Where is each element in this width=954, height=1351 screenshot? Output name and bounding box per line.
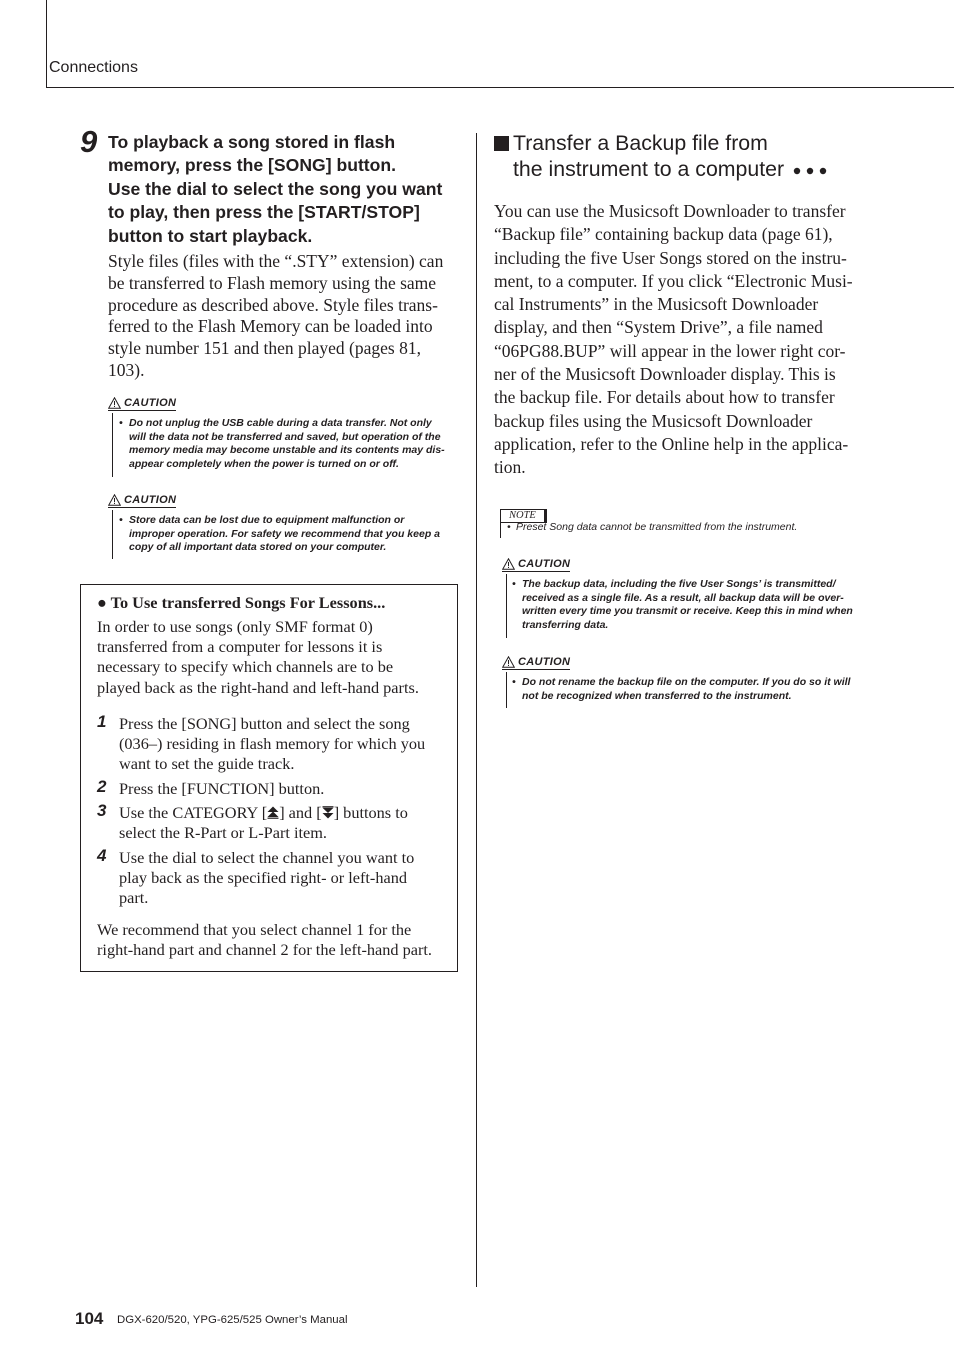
- step-heading-line: to play, then press the [START/STOP]: [108, 202, 420, 223]
- step-heading: [108, 131, 468, 248]
- lesson-step-text: Use the CATEGORY [ ] and [ ] buttons to select the R-Part or L-Part item.: [119, 803, 408, 843]
- caution-label: [108, 397, 176, 411]
- caution-label: [502, 558, 570, 572]
- step-heading-line: button to start playback.: [108, 225, 313, 246]
- warning-icon: [108, 494, 121, 506]
- warning-icon: [502, 656, 515, 668]
- caution-label-text: CAUTION: [518, 656, 571, 668]
- category-down-icon: [322, 806, 334, 819]
- lessons-intro: In order to use songs (only SMF format 0) transferred from a computer for lessons it is necessary to specify which channels are to be played back as the right-hand and left-hand parts.: [97, 617, 419, 697]
- caution-bar: [506, 672, 507, 708]
- caution-label-text: CAUTION: [124, 494, 177, 506]
- caution-block: [108, 396, 176, 414]
- lesson-step-text: Press the [SONG] button and select the song (036–) residing in flash memory for which you want to set the guide track.: [119, 714, 426, 774]
- body-line: ferred to the Flash Memory can be loaded into: [108, 316, 433, 337]
- lesson-step-number: 4: [97, 846, 107, 865]
- header-divider-vertical: [46, 0, 47, 88]
- caution-bar: [112, 510, 113, 559]
- caution-block: [502, 655, 570, 673]
- body-line: be transferred to Flash memory using the same: [108, 272, 437, 293]
- body-line: 103).: [108, 359, 145, 380]
- note-bar: [500, 518, 501, 538]
- caution-text: • Do not rename the backup file on the computer. If you do so it will not be recognized when transferred to the instrument.: [512, 676, 851, 702]
- header-rule: [46, 87, 954, 88]
- section-body: You can use the Musicsoft Downloader to transfer “Backup file” containing backup data (page 61), including the five User Songs stored on the instru- ment, to a computer. If you click “Electronic Musi- cal Instruments” in the Musicsoft Downloader display, and then “System Drive”, a file named “06PG88.BUP” will appear in the lower right cor- ner of the Musicsoft Downloader display. This is the backup file. For details about how to transfer backup files using the Musicsoft Downloader application, refer to the Online help in the applica- tion.: [494, 201, 853, 478]
- caution-label: [502, 656, 570, 670]
- body-line: style number 151 and then played (pages 81,: [108, 338, 421, 359]
- warning-icon: [108, 397, 121, 409]
- caution-block: [502, 557, 570, 575]
- section-heading: Transfer a Backup file from the instrument to a computer: [494, 130, 894, 182]
- step-heading-line: Use the dial to select the song you want: [108, 178, 443, 199]
- caution-bar: [112, 413, 113, 477]
- lessons-outro: We recommend that you select channel 1 for the right-hand part and channel 2 for the left-hand part.: [97, 920, 432, 960]
- lesson-step-number: 1: [97, 712, 107, 731]
- lesson-step-number: 3: [97, 801, 107, 820]
- lesson-step-number: 2: [97, 777, 107, 796]
- step-body: [108, 251, 458, 382]
- caution-label-text: CAUTION: [124, 397, 177, 409]
- body-line: procedure as described above. Style files trans-: [108, 294, 438, 315]
- page-number: 104: [75, 1309, 104, 1328]
- caution-text: • The backup data, including the five User Songs’ is transmitted/ received as a single file. As a result, all backup data will be over- written every time you transmit or receive. Keep this in mind when transferring data.: [512, 578, 853, 631]
- ellipsis-dots-icon: [792, 167, 828, 175]
- manual-title: DGX-620/520, YPG-625/525 Owner’s Manual: [117, 1314, 348, 1326]
- caution-bar: [506, 574, 507, 638]
- step-heading-line: memory, press the [SONG] button.: [108, 155, 397, 176]
- lessons-title: ● To Use transferred Songs For Lessons...: [97, 593, 386, 612]
- lesson-step-text: Press the [FUNCTION] button.: [119, 779, 325, 798]
- note-label: NOTE: [500, 509, 547, 523]
- caution-text: • Store data can be lost due to equipment malfunction or improper operation. For safety we recommend that you keep a copy of all important data stored on your computer.: [119, 514, 440, 554]
- category-up-icon: [267, 806, 279, 819]
- caution-text: • Do not unplug the USB cable during a data transfer. Not only will the data not be transferred and saved, but operation of the memory media may become unstable and its contents may dis- appear completely when the power is turned on or off.: [119, 417, 445, 470]
- section-title: Connections: [49, 59, 138, 76]
- caution-label: [108, 494, 176, 508]
- square-bullet-icon: [494, 136, 509, 151]
- step-number: 9: [80, 124, 97, 159]
- caution-label-text: CAUTION: [518, 558, 571, 570]
- caution-block: [108, 493, 176, 511]
- lesson-step-text: Use the dial to select the channel you want to play back as the specified right- or left-hand part.: [119, 848, 415, 908]
- step-heading-line: To playback a song stored in flash: [108, 132, 396, 152]
- warning-icon: [502, 558, 515, 570]
- column-divider: [476, 133, 477, 1287]
- note-text: • Preset Song data cannot be transmitted from the instrument.: [507, 521, 798, 533]
- body-line: Style files (files with the “.STY” extension) can: [108, 251, 444, 271]
